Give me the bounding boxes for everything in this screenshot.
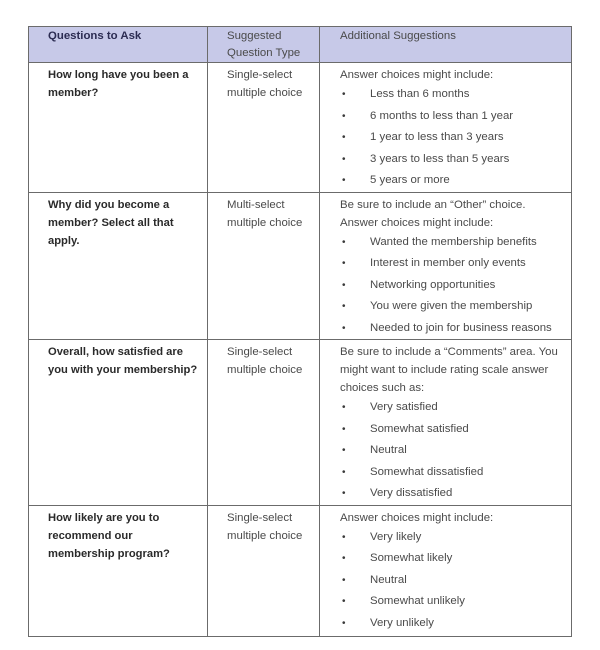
- answer-choices-list: [340, 232, 565, 340]
- question-cell: How likely are you to recommend our membership program?: [29, 505, 208, 636]
- bullet-icon: •: [342, 402, 346, 413]
- list-item: • Interest in member only events: [340, 253, 565, 275]
- list-item: • Neutral: [340, 570, 565, 592]
- suggestions-cell: [320, 192, 572, 340]
- list-item: • You were given the membership: [340, 296, 565, 318]
- bullet-icon: •: [342, 488, 346, 499]
- list-item: • Somewhat satisfied: [340, 419, 565, 441]
- list-item: • Neutral: [340, 440, 565, 462]
- bullet-icon: •: [342, 596, 346, 607]
- suggestion-intro: Be sure to include a “Comments” area. You might want to include rating scale answer choices such as:: [340, 346, 558, 394]
- bullet-icon: •: [342, 322, 346, 334]
- list-item: • Very unlikely: [340, 613, 565, 635]
- bullet-icon: •: [342, 258, 346, 269]
- list-item: • Wanted the membership benefits: [340, 232, 565, 254]
- list-item: • 5 years or more: [340, 170, 565, 192]
- list-item: • 6 months to less than 1 year: [340, 106, 565, 128]
- question-type-cell: Single-select multiple choice: [208, 63, 320, 193]
- table-row: [29, 63, 572, 193]
- list-item: • 3 years to less than 5 years: [340, 149, 565, 171]
- suggestion-intro: Answer choices might include:: [340, 69, 494, 81]
- list-item: • Networking opportunities: [340, 275, 565, 297]
- table-row: [29, 340, 572, 506]
- list-item: • Needed to join for business reasons: [340, 318, 565, 340]
- bullet-icon: •: [342, 423, 346, 435]
- list-item: • Somewhat dissatisfied: [340, 462, 565, 484]
- list-item: • Very likely: [340, 527, 565, 549]
- header-questions: Questions to Ask: [29, 27, 208, 63]
- list-item: • Very dissatisfied: [340, 483, 565, 505]
- suggestions-cell: [320, 340, 572, 506]
- suggestions-cell: [320, 505, 572, 636]
- question-type-cell: Single-select multiple choice: [208, 340, 320, 506]
- bullet-icon: •: [342, 466, 346, 478]
- bullet-icon: •: [342, 301, 346, 312]
- bullet-icon: •: [342, 175, 346, 186]
- question-type-cell: Multi-select multiple choice: [208, 192, 320, 340]
- header-additional-suggestions: Additional Suggestions: [320, 27, 572, 63]
- bullet-icon: •: [342, 574, 346, 586]
- question-cell: Overall, how satisfied are you with your membership?: [29, 340, 208, 506]
- answer-choices-list: [340, 84, 565, 192]
- table-row: [29, 505, 572, 636]
- suggestions-cell: [320, 63, 572, 193]
- bullet-icon: •: [342, 445, 346, 456]
- bullet-icon: •: [342, 153, 346, 165]
- table-header: [29, 27, 572, 63]
- list-item: • Somewhat unlikely: [340, 591, 565, 613]
- bullet-icon: •: [342, 531, 346, 543]
- bullet-icon: •: [342, 236, 346, 248]
- list-item: • 1 year to less than 3 years: [340, 127, 565, 149]
- question-cell: Why did you become a member? Select all that apply.: [29, 192, 208, 340]
- answer-choices-list: [340, 527, 565, 635]
- bullet-icon: •: [342, 553, 346, 564]
- survey-questions-table: [28, 26, 572, 637]
- table-row: [29, 192, 572, 340]
- suggestion-intro: Be sure to include an “Other” choice. Answer choices might include:: [340, 198, 526, 229]
- suggestion-intro: Answer choices might include:: [340, 511, 494, 524]
- bullet-icon: •: [342, 89, 346, 100]
- question-cell: How long have you been a member?: [29, 63, 208, 193]
- bullet-icon: •: [342, 279, 346, 291]
- question-type-cell: Single-select multiple choice: [208, 505, 320, 636]
- answer-choices-list: [340, 397, 565, 505]
- list-item: • Less than 6 months: [340, 84, 565, 106]
- header-question-type: Suggested Question Type: [208, 27, 320, 63]
- bullet-icon: •: [342, 110, 346, 122]
- bullet-icon: •: [342, 132, 346, 143]
- list-item: • Very satisfied: [340, 397, 565, 419]
- list-item: • Somewhat likely: [340, 548, 565, 570]
- bullet-icon: •: [342, 617, 346, 629]
